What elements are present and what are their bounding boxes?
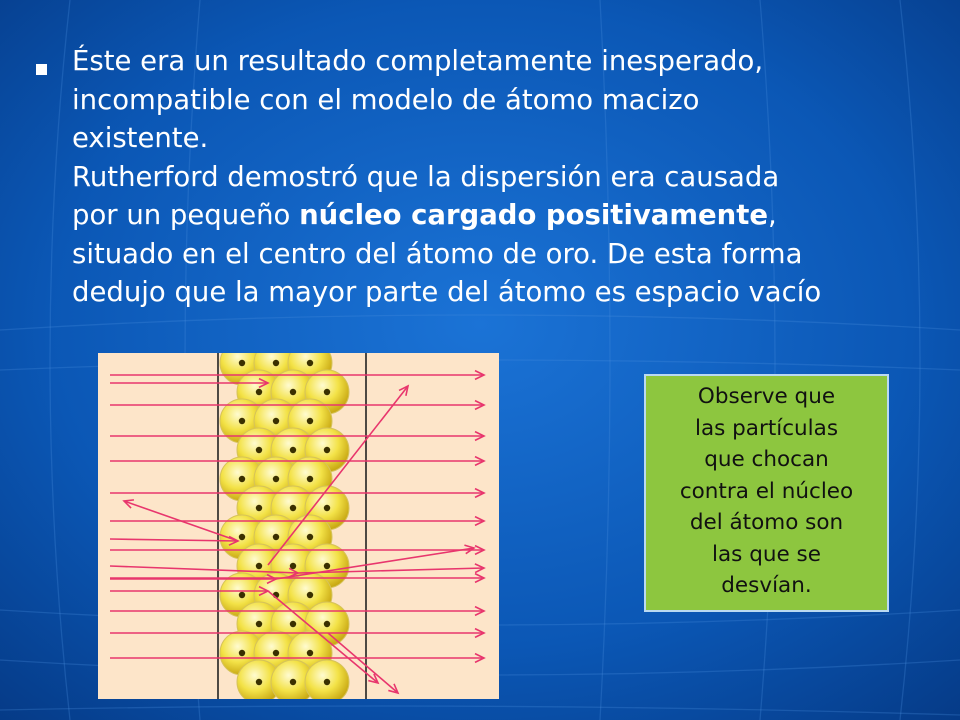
nucleus — [324, 389, 330, 395]
square-bullet-icon — [36, 64, 47, 75]
nucleus — [256, 447, 262, 453]
note-line: Observe que — [697, 384, 836, 409]
nucleus — [324, 621, 330, 627]
bullet-paragraph — [72, 42, 960, 312]
note-line: las que se — [712, 541, 821, 567]
nucleus — [273, 650, 279, 656]
note-line: que chocan — [704, 447, 829, 472]
nucleus — [256, 505, 262, 511]
nucleus — [324, 505, 330, 511]
nucleus — [239, 360, 245, 366]
nucleus — [290, 621, 296, 627]
nucleus — [256, 621, 262, 627]
nucleus — [307, 418, 313, 424]
nucleus — [290, 505, 296, 511]
nucleus — [239, 592, 245, 598]
nucleus — [290, 679, 296, 685]
nucleus — [324, 563, 330, 569]
nucleus — [273, 360, 279, 366]
nucleus — [273, 476, 279, 482]
nucleus — [239, 534, 245, 540]
nucleus — [239, 650, 245, 656]
paragraph-text: , — [768, 199, 777, 231]
nucleus — [273, 418, 279, 424]
nucleus — [256, 563, 262, 569]
paragraph-line: Éste era un resultado completamente inesperado, — [72, 45, 764, 77]
note-line: las partículas — [694, 415, 839, 441]
nucleus — [239, 418, 245, 424]
nucleus — [307, 650, 313, 656]
paragraph-text: por un pequeño — [72, 199, 300, 231]
nucleus — [256, 679, 262, 685]
note-line: contra el núcleo — [679, 478, 854, 504]
note-box — [644, 374, 889, 612]
nucleus — [307, 592, 313, 598]
paragraph-line: situado en el centro del átomo de oro. De esta forma — [72, 237, 803, 270]
paragraph-line — [72, 196, 960, 235]
note-line: desvían. — [721, 573, 812, 598]
nucleus — [290, 563, 296, 569]
nucleus — [307, 360, 313, 366]
nucleus — [256, 389, 262, 395]
nucleus — [307, 476, 313, 482]
paragraph-bold-text: núcleo cargado positivamente — [299, 199, 769, 231]
paragraph-line: Rutherford demostró que la dispersión era causada — [72, 160, 780, 193]
rutherford-gold-foil-diagram — [98, 353, 499, 699]
nucleus — [290, 447, 296, 453]
nucleus — [324, 447, 330, 453]
note-line: del átomo son — [689, 510, 844, 535]
nucleus — [307, 534, 313, 540]
paragraph-line: existente. — [72, 122, 209, 154]
nucleus — [239, 476, 245, 482]
gold-atom — [305, 660, 349, 699]
nucleus — [324, 679, 330, 685]
paragraph-line: dedujo que la mayor parte del átomo es espacio vacío — [72, 276, 822, 308]
nucleus — [290, 389, 296, 395]
paragraph-line: incompatible con el modelo de átomo macizo — [72, 83, 700, 116]
nucleus — [273, 534, 279, 540]
